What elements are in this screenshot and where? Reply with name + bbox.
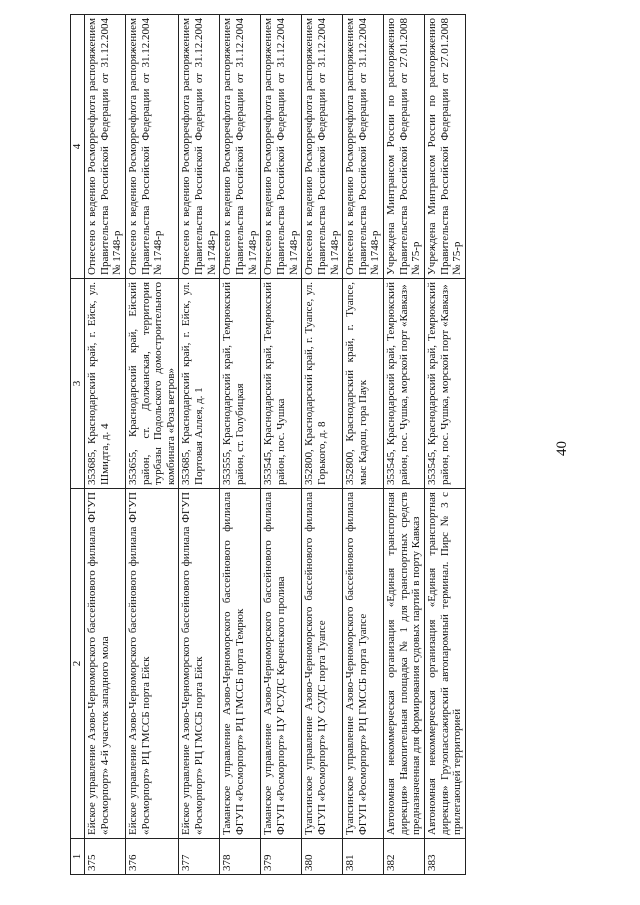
- row-number-cell: 376: [125, 839, 179, 875]
- row-number-cell: 379: [261, 839, 302, 875]
- organization-cell: Автономная некоммерческая организация «Единая транспортная дирекция» Накопительная площадка № 1 для транспортных средств предназначенная для формирования судовых партий в порту Кавказ: [384, 489, 425, 839]
- address-cell: 352800, Краснодарский край, г. Туапсе, ул. Горького, д. 8: [302, 279, 343, 489]
- row-number-cell: 382: [384, 839, 425, 875]
- organization-cell: Таманское управление Азово-Черноморского бассейнового филиала ФГУП «Росморпорт» РЦ ГМССБ порта Темрюк: [220, 489, 261, 839]
- address-cell: 353655, Краснодарский край, Ейский район, ст. Должанская, территория турбазы Подольского домостроительного комбината «Роза ветров»: [125, 279, 179, 489]
- status-cell: Отнесено к ведению Росморречфлота распоряжением Правительства Российской Федерации от 31.12.2004 № 1748-р: [179, 15, 220, 279]
- status-cell: Учреждена Минтрансом России по распоряжению Правительства Российской Федерации от 27.01.2008 № 75-р: [384, 15, 425, 279]
- address-cell: 353545, Краснодарский край, Темрюкский район, пос. Чушка, морской порт «Кавказ»: [425, 279, 466, 489]
- table-row: [85, 15, 126, 875]
- registry-table: [70, 14, 466, 875]
- row-number-cell: 380: [302, 839, 343, 875]
- column-header-2: 2: [71, 489, 85, 839]
- address-cell: 353545, Краснодарский край, Темрюкский район, пос. Чушка, морской порт «Кавказ»: [384, 279, 425, 489]
- address-cell: 353545, Краснодарский край, Темрюкский район, пос. Чушка: [261, 279, 302, 489]
- table-row: [302, 15, 343, 875]
- row-number-cell: 378: [220, 839, 261, 875]
- status-cell: Отнесено к ведению Росморречфлота распоряжением Правительства Российской Федерации от 31.12.2004 № 1748-р: [125, 15, 179, 279]
- column-header-3: 3: [71, 279, 85, 489]
- status-cell: Отнесено к ведению Росморречфлота распоряжением Правительства Российской Федерации от 31.12.2004 № 1748-р: [220, 15, 261, 279]
- row-number-cell: 383: [425, 839, 466, 875]
- organization-cell: Таманское управление Азово-Черноморского бассейнового филиала ФГУП «Росморпорт» ЦУ РСУДС Керченского пролива: [261, 489, 302, 839]
- address-cell: 353555, Краснодарский край, Темрюкский район, ст. Голубицкая: [220, 279, 261, 489]
- table-row: [220, 15, 261, 875]
- organization-cell: Ейское управление Азово-Черноморского бассейнового филиала ФГУП «Росморпорт» РЦ ГМССБ порта Ейск: [125, 489, 179, 839]
- address-cell: 352800, Краснодарский край, г. Туапсе, мыс Кадош, гора Паук: [343, 279, 384, 489]
- table-row: [261, 15, 302, 875]
- table-body: [85, 15, 466, 875]
- rotated-table-container: [70, 15, 600, 875]
- table-row: [425, 15, 466, 875]
- status-cell: Отнесено к ведению Росморречфлота распоряжением Правительства Российской Федерации от 31.12.2004 № 1748-р: [343, 15, 384, 279]
- row-number-cell: 375: [85, 839, 126, 875]
- row-number-cell: 381: [343, 839, 384, 875]
- status-cell: Отнесено к ведению Росморречфлота распоряжением Правительства Российской Федерации от 31.12.2004 № 1748-р: [261, 15, 302, 279]
- table-row: [125, 15, 179, 875]
- table-row: [343, 15, 384, 875]
- organization-cell: Туапсинское управление Азово-Черноморского бассейнового филиала ФГУП «Росморпорт» РЦ ГМССБ порта Туапсе: [343, 489, 384, 839]
- status-cell: Отнесено к ведению Росморречфлота распоряжением Правительства Российской Федерации от 31.12.2004 № 1748-р: [85, 15, 126, 279]
- status-cell: Учреждена Минтрансом России по распоряжению Правительства Российской Федерации от 27.01.2008 № 75-р: [425, 15, 466, 279]
- address-cell: 353685, Краснодарский край, г. Ейск, ул. Портовая Аллея, д. 1: [179, 279, 220, 489]
- page-number: 40: [554, 441, 570, 456]
- status-cell: Отнесено к ведению Росморречфлота распоряжением Правительства Российской Федерации от 31.12.2004 № 1748-р: [302, 15, 343, 279]
- address-cell: 353685, Краснодарский край, г. Ейск, ул. Шмидта, д. 4: [85, 279, 126, 489]
- column-header-1: 1: [71, 839, 85, 875]
- table-row: [384, 15, 425, 875]
- column-number-row: [71, 15, 85, 875]
- organization-cell: Туапсинское управление Азово-Черноморского бассейнового филиала ФГУП «Росморпорт» ЦУ СУДС порта Туапсе: [302, 489, 343, 839]
- organization-cell: Ейское управление Азово-Черноморского бассейнового филиала ФГУП «Росморпорт» 4-й участок западного мола: [85, 489, 126, 839]
- organization-cell: Автономная некоммерческая организация «Единая транспортная дирекция» Грузопассажирский автопаромный терминал. Пирс № 3 с прилегающей территорией: [425, 489, 466, 839]
- row-number-cell: 377: [179, 839, 220, 875]
- column-header-4: 4: [71, 15, 85, 279]
- organization-cell: Ейское управление Азово-Черноморского бассейнового филиала ФГУП «Росморпорт» РЦ ГМССБ порта Ейск: [179, 489, 220, 839]
- table-row: [179, 15, 220, 875]
